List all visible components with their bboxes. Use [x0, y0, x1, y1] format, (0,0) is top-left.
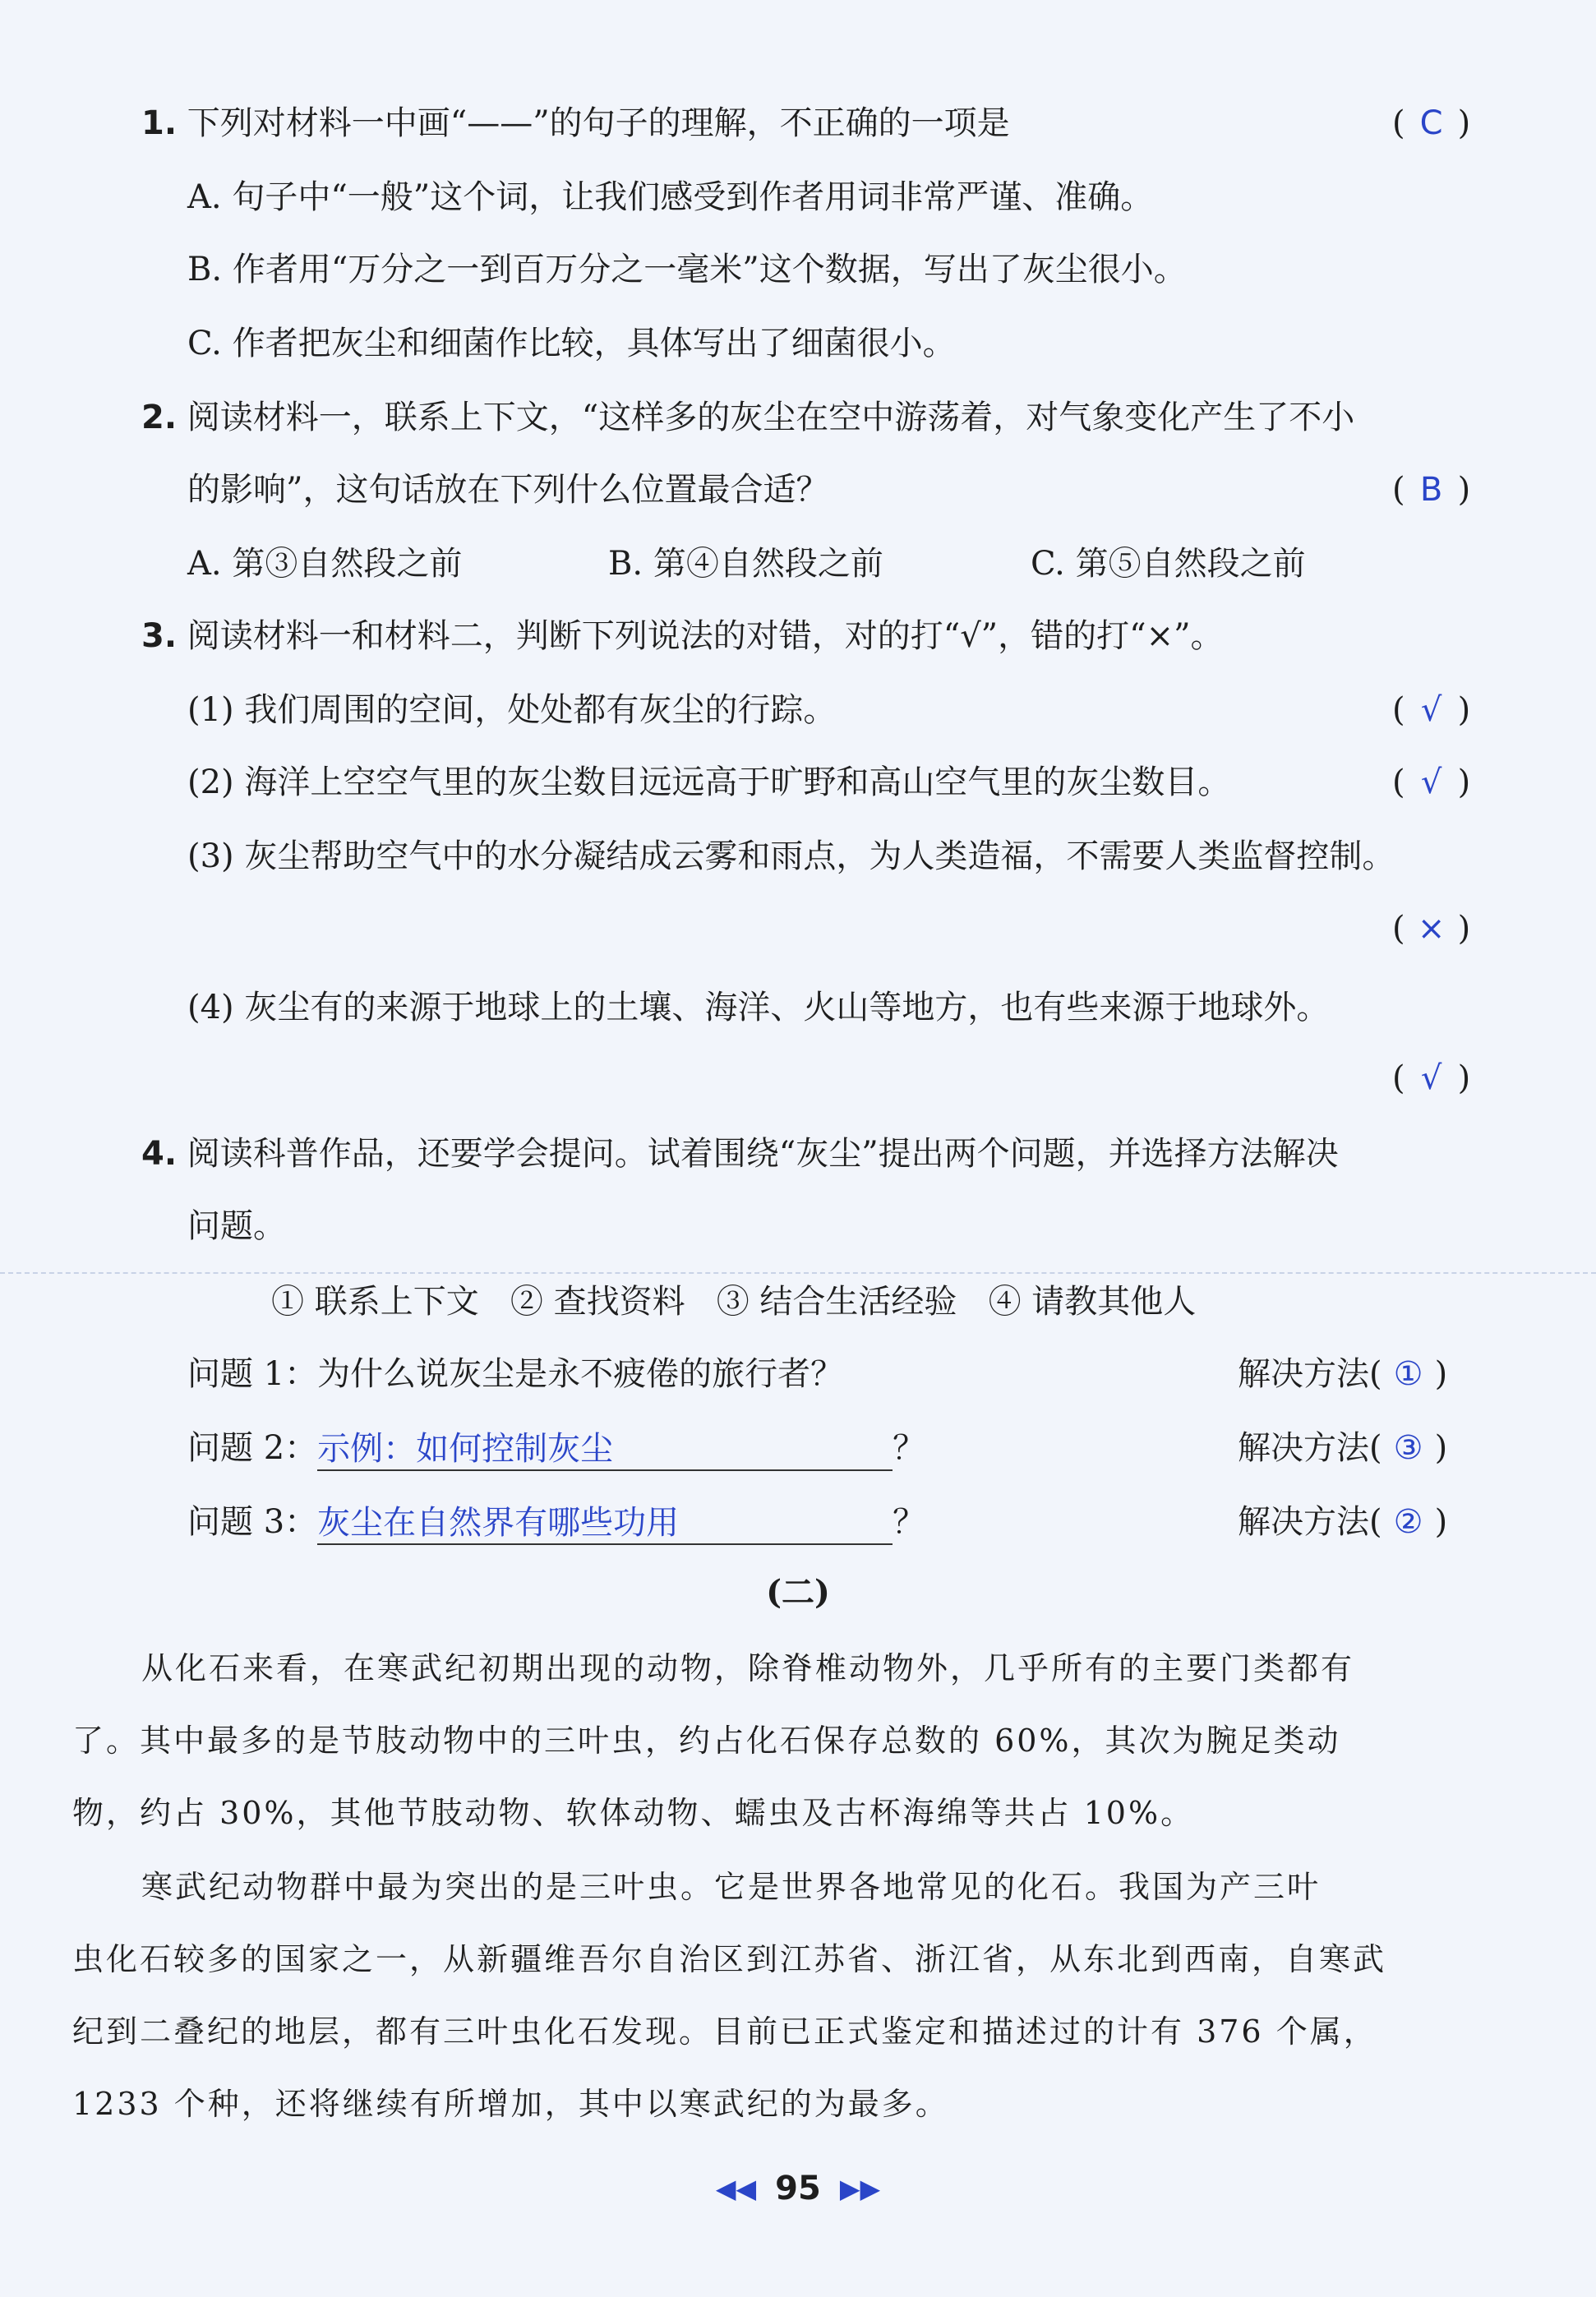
q2-option-c: C. 第⑤自然段之前 — [1031, 545, 1306, 583]
section-2-para2-line1: 寒武纪动物群中最为突出的是三叶虫。它是世界各地常见的化石。我国为产三叶 — [141, 1869, 1322, 1905]
q1-option-b: B. 作者用“万分之一到百万分之一毫米”这个数据，写出了灰尘很小。 — [187, 251, 1187, 288]
q3-item-4: (4) 灰尘有的来源于地球上的土壤、海洋、火山等地方，也有些来源于地球外。 — [187, 989, 1330, 1026]
q3-item-2-answer: √ — [1420, 763, 1442, 801]
section-2-para2-line3: 纪到二叠纪的地层，都有三叶虫化石发现。目前已正式鉴定和描述过的计有 376 个属， — [72, 2013, 1377, 2050]
section-2-para2-line4: 1233 个种，还将继续有所增加，其中以寒武纪的为最多。 — [72, 2086, 949, 2122]
q4-method-close-3: ) — [1434, 1503, 1448, 1541]
section-2-title: (二) — [766, 1573, 830, 1612]
q2-number: 2. — [141, 399, 178, 436]
q4-question-2-answer: ③ — [1393, 1429, 1423, 1467]
q4-question-2-blank[interactable] — [317, 1428, 893, 1471]
q1-option-c: C. 作者把灰尘和细菌作比较，具体写出了细菌很小。 — [187, 325, 956, 362]
section-2-para1-line2: 了。其中最多的是节肢动物中的三叶虫，约占化石保存总数的 60%，其次为腕足类动 — [72, 1723, 1341, 1759]
q3-item-3-answer-box: ( × ) — [1392, 906, 1470, 952]
q4-question-2-label: 问题 2： — [187, 1429, 318, 1467]
q4-method-label-3: 解决方法( — [1238, 1503, 1382, 1541]
section-2-para2-line2: 虫化石较多的国家之一，从新疆维吾尔自治区到江苏省、浙江省，从东北到西南，自寒武 — [72, 1941, 1387, 1977]
q4-method-list: ① 联系上下文 ② 查找资料 ③ 结合生活经验 ④ 请教其他人 — [271, 1283, 1197, 1321]
q4-question-1-answer: ① — [1393, 1355, 1423, 1393]
q4-question-1 — [187, 1351, 843, 1397]
q4-stem-line1 — [141, 1131, 1339, 1177]
q3-stem — [141, 613, 1224, 659]
q4-question-3-label: 问题 3： — [187, 1503, 318, 1541]
q1-answer-box: ( C ) — [1392, 100, 1470, 146]
q3-item-3: (3) 灰尘帮助空气中的水分凝结成云雾和雨点，为人类造福，不需要人类监督控制。 — [187, 837, 1395, 875]
q1-stem — [141, 100, 1010, 146]
page-footer — [0, 2170, 1596, 2207]
q1-text: 下列对材料一中画“——”的句子的理解，不正确的一项是 — [187, 104, 1010, 142]
q4-text-line2: 问题。 — [187, 1207, 286, 1245]
q4-question-2 — [187, 1425, 925, 1471]
q4-question-1-text: 为什么说灰尘是永不疲倦的旅行者？ — [317, 1355, 844, 1393]
next-page-icon[interactable]: ▶▶ — [839, 2173, 881, 2204]
q2-text-line2: 的影响”，这句话放在下列什么位置最合适？ — [187, 471, 829, 509]
q4-question-3-answer: ② — [1393, 1503, 1423, 1541]
page-number: 95 — [775, 2170, 821, 2207]
q3-item-2-answer-box: ( √ ) — [1392, 759, 1470, 805]
q2-stem-line1 — [141, 394, 1354, 440]
q4-question-3-method — [1238, 1499, 1447, 1545]
q4-method-close-1: ) — [1434, 1355, 1448, 1393]
q4-question-2-method — [1238, 1425, 1447, 1471]
prev-page-icon[interactable]: ◀◀ — [715, 2173, 757, 2204]
q3-text: 阅读材料一和材料二，判断下列说法的对错，对的打“√”，错的打“×”。 — [187, 617, 1224, 655]
q3-item-1-answer: √ — [1420, 691, 1442, 729]
q4-method-close-2: ) — [1434, 1429, 1448, 1467]
q3-item-1: (1) 我们周围的空间，处处都有灰尘的行踪。 — [187, 691, 837, 729]
q3-item-4-answer: √ — [1420, 1059, 1442, 1097]
q2-option-a: A. 第③自然段之前 — [187, 545, 463, 583]
q4-question-3-qmark: ？ — [893, 1503, 926, 1541]
q4-question-3-answer-text: 灰尘在自然界有哪些功用 — [317, 1504, 680, 1542]
q1-number: 1. — [141, 104, 178, 142]
q2-answer-box: ( B ) — [1392, 467, 1470, 513]
q3-item-1-answer-box: ( √ ) — [1392, 687, 1470, 733]
q3-item-4-answer-box: ( √ ) — [1392, 1055, 1470, 1101]
section-2-para1-line3: 物，约占 30%，其他节肢动物、软体动物、蠕虫及古杯海绵等共占 10%。 — [72, 1795, 1195, 1831]
q1-answer: C — [1419, 104, 1443, 142]
section-2-para1-line1: 从化石来看，在寒武纪初期出现的动物，除脊椎动物外，几乎所有的主要门类都有 — [141, 1650, 1355, 1686]
q2-text-line1: 阅读材料一，联系上下文，“这样多的灰尘在空中游荡着，对气象变化产生了不小 — [187, 399, 1355, 436]
q4-method-label-1: 解决方法( — [1238, 1355, 1382, 1393]
q4-question-1-label: 问题 1： — [187, 1355, 318, 1393]
q3-number: 3. — [141, 617, 178, 655]
q4-method-label-2: 解决方法( — [1238, 1429, 1382, 1467]
q4-question-2-answer-text: 示例：如何控制灰尘 — [317, 1430, 614, 1468]
q3-item-2: (2) 海洋上空空气里的灰尘数目远远高于旷野和高山空气里的灰尘数目。 — [187, 763, 1231, 801]
q3-item-3-answer: × — [1417, 910, 1446, 948]
page-divider — [0, 1272, 1596, 1274]
q2-answer: B — [1419, 471, 1443, 509]
q4-text-line1: 阅读科普作品，还要学会提问。试着围绕“灰尘”提出两个问题，并选择方法解决 — [187, 1135, 1339, 1173]
q4-number: 4. — [141, 1135, 178, 1173]
q2-option-b: B. 第④自然段之前 — [608, 545, 883, 583]
q1-option-a: A. 句子中“一般”这个词，让我们感受到作者用词非常严谨、准确。 — [187, 178, 1154, 216]
q4-question-2-qmark: ？ — [893, 1429, 926, 1467]
q4-question-3-blank[interactable] — [317, 1502, 893, 1545]
q4-question-3 — [187, 1499, 925, 1545]
q4-question-1-method — [1238, 1351, 1447, 1397]
